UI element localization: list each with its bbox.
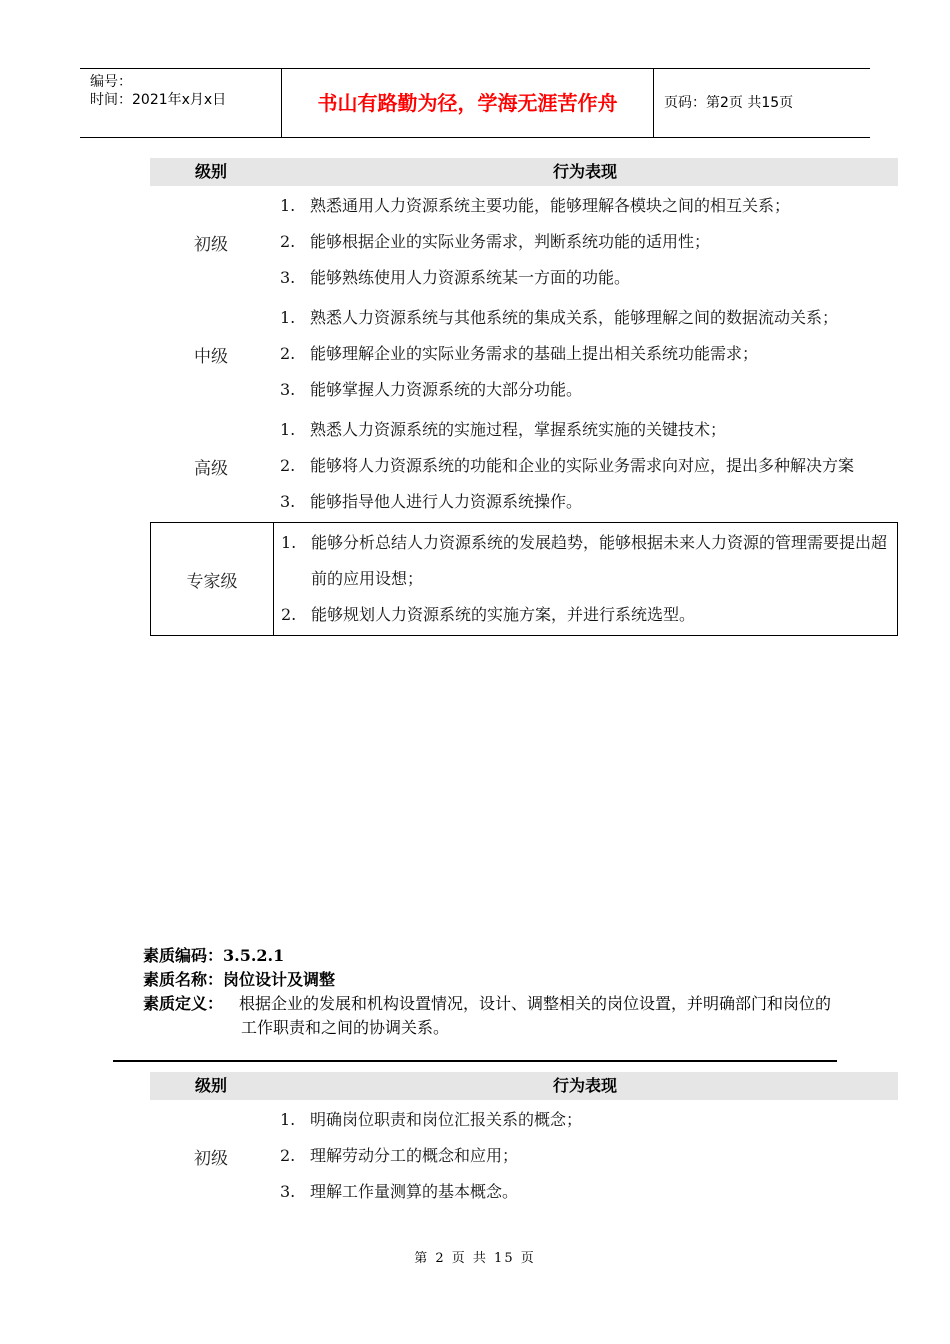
level-label: 高级 bbox=[194, 458, 228, 479]
header-motto: 书山有路勤为径，学海无涯苦作舟 bbox=[281, 69, 654, 137]
list-item: 3. 能够指导他人进行人力资源系统操作。 bbox=[280, 492, 583, 511]
quality-def: 素质定义： 根据企业的发展和机构设置情况，设计、调整相关的岗位设置，并明确部门和岗位的工作职责和之间的协调关系。 bbox=[143, 994, 832, 1037]
column-header-level: 级别 bbox=[194, 1076, 227, 1095]
list-item: 1. 熟悉通用人力资源系统主要功能，能够理解各模块之间的相互关系； bbox=[280, 196, 791, 215]
column-header-behavior: 行为表现 bbox=[552, 1076, 617, 1095]
table-row-senior bbox=[150, 410, 898, 522]
behavior-table-1 bbox=[150, 158, 898, 636]
list-item: 3. 能够掌握人力资源系统的大部分功能。 bbox=[280, 380, 583, 399]
list-item: 3. 理解工作量测算的基本概念。 bbox=[280, 1182, 519, 1201]
table-row-junior bbox=[150, 186, 898, 298]
list-item: 2. 能够理解企业的实际业务需求的基础上提出相关系统功能需求； bbox=[280, 344, 759, 363]
list-item: 1. 熟悉人力资源系统的实施过程，掌握系统实施的关键技术； bbox=[280, 420, 727, 439]
header-meta bbox=[80, 69, 281, 137]
section-divider bbox=[113, 1060, 837, 1062]
code-label: 编号： bbox=[90, 74, 132, 90]
list-item: 1. 明确岗位职责和岗位汇报关系的概念； bbox=[280, 1110, 583, 1129]
list-item: 2. 能够根据企业的实际业务需求，判断系统功能的适用性； bbox=[280, 232, 711, 251]
quality-definition bbox=[143, 944, 843, 1040]
table-row-junior bbox=[150, 1100, 898, 1212]
list-item: 3. 能够熟练使用人力资源系统某一方面的功能。 bbox=[280, 268, 631, 287]
quality-name: 素质名称：岗位设计及调整 bbox=[143, 970, 336, 989]
list-item: 1. 熟悉人力资源系统与其他系统的集成关系，能够理解之间的数据流动关系； bbox=[280, 308, 839, 327]
level-label: 初级 bbox=[194, 234, 228, 255]
quality-code: 素质编码：3.5.2.1 bbox=[143, 946, 285, 965]
page-footer: 第 2 页 共 15 页 bbox=[414, 1251, 536, 1266]
behavior-table-2 bbox=[150, 1072, 898, 1212]
table-header bbox=[150, 1072, 898, 1100]
list-item: 2. 理解劳动分工的概念和应用； bbox=[280, 1146, 519, 1165]
column-header-behavior: 行为表现 bbox=[552, 162, 617, 181]
level-label: 中级 bbox=[194, 346, 228, 367]
level-label: 初级 bbox=[194, 1148, 228, 1169]
table-row-intermediate bbox=[150, 298, 898, 410]
list-item: 2. 能够规划人力资源系统的实施方案，并进行系统选型。 bbox=[281, 605, 696, 624]
table-header bbox=[150, 158, 898, 186]
level-label: 专家级 bbox=[151, 523, 274, 635]
date-label: 时间：2021年x月x日 bbox=[90, 92, 227, 108]
column-header-level: 级别 bbox=[194, 162, 227, 181]
table-row-expert bbox=[150, 522, 898, 636]
header-page-info: 页码：第2页 共15页 bbox=[664, 95, 794, 111]
page-header bbox=[80, 68, 870, 138]
list-item: 1. 能够分析总结人力资源系统的发展趋势，能够根据未来人力资源的管理需要提出超前的应用设想； bbox=[281, 533, 888, 588]
list-item: 2. 能够将人力资源系统的功能和企业的实际业务需求向对应，提出多种解决方案 bbox=[280, 456, 855, 475]
